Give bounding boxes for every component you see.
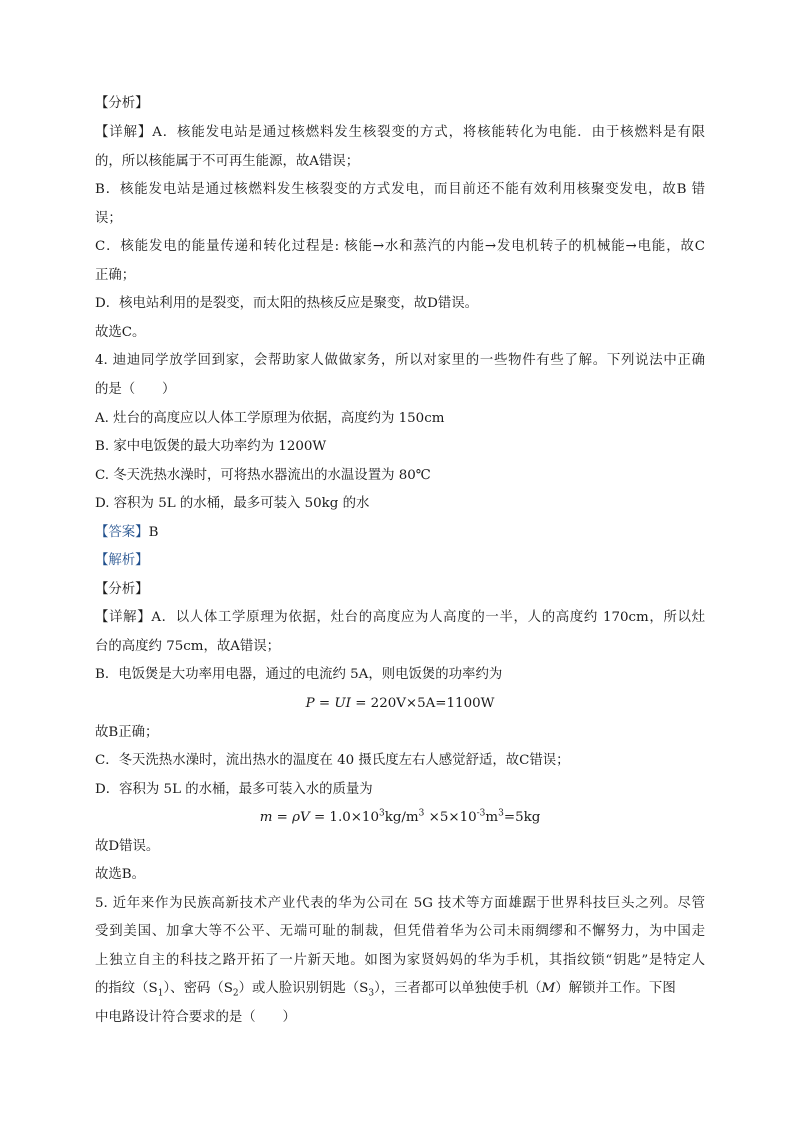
q4-stem-line2: 的是（ ）	[95, 382, 176, 397]
q4-analysis-tag: 【分析】	[95, 582, 149, 597]
q4-option-b: B. 家中电饭煲的最大功率约为 1200W	[95, 439, 327, 454]
q4-detail-tag: 【详解】	[95, 610, 152, 625]
q4-detail-line-c: C．冬天洗热水澡时，流出热水的温度在 40 摄氏度左右人感觉舒适，故C错误；	[95, 753, 570, 768]
q4-detail-line-d2: 故D错误。	[95, 839, 160, 854]
q4-detail-line-d1: D．容积为 5L 的水桶，最多可装入水的质量为	[95, 782, 373, 797]
q4-detail-line-a1: 【详解】A．以人体工学原理为依据，灶台的高度应为人高度的一半，人的高度约 170cm，所以灶	[95, 610, 706, 625]
q3-detail-line-b1: B．核能发电站是通过核燃料发生核裂变的方式发电，而目前还不能有效利用核聚变发电，故B 错	[95, 182, 705, 197]
q3-detail-line-c1: C．核能发电的能量传递和转化过程是: 核能→水和蒸汽的内能→发电机转子的机械能→电能，故C	[95, 239, 705, 254]
q3-detail-line-c2: 正确；	[95, 268, 136, 283]
q4-answer-value: B	[148, 525, 159, 540]
q5-stem-line3: 上独立自主的科技之路开拓了一片新天地。如图为家贤妈妈的华为手机，其指纹锁“钥匙”是特定人	[95, 953, 705, 968]
q3-detail-line-a2: 的，所以核能属于不可再生能源，故A错误；	[95, 154, 360, 169]
q4-detail-line-b2: 故B正确；	[95, 725, 159, 740]
q5-stem-line1: 5. 近年来作为民族高新技术产业代表的华为公司在 5G 技术等方面雄踞于世界科技巨头之列。尽管	[95, 896, 705, 911]
q3-conclusion: 故选C。	[95, 325, 146, 340]
q4-explain-tag: 【解析】	[95, 553, 149, 568]
q4-answer-tag: 【答案】	[95, 525, 149, 540]
q5-stem-line4: 的指纹$(S_1)$、密码$(S_2)$或人脸识别钥匙$(S_3)$，三者都可以单独使手机（M）解锁并工作。下图	[95, 981, 676, 999]
q4-detail-line-a2: 台的高度约 75cm，故A错误；	[95, 639, 281, 654]
q4-option-a: A. 灶台的高度应以人体工学原理为依据，高度约为 150cm	[95, 411, 445, 426]
q5-stem-line2: 受到美国、加拿大等不公平、无端可耻的制裁，但凭借着华为公司未雨绸缪和不懈努力，为中国走	[95, 924, 705, 939]
q4-answer	[95, 524, 705, 542]
q4-stem-line1: 4. 迪迪同学放学回到家，会帮助家人做做家务，所以对家里的一些物件有些了解。下列说法中正确	[95, 353, 705, 368]
q3-analysis-tag: 【分析】	[95, 96, 149, 111]
q4-formula-power: P = UI = 220V×5A=1100W	[305, 696, 495, 711]
q4-option-c: C. 冬天洗热水澡时，可将热水器流出的水温设置为 80℃	[95, 468, 431, 483]
q3-detail-line-b2: 误；	[95, 211, 122, 226]
q3-detail-tag: 【详解】	[95, 125, 153, 140]
q4-detail-line-b1: B．电饭煲是大功率用电器，通过的电流约 5A，则电饭煲的功率约为	[95, 667, 503, 682]
q3-detail-line-a1: 【详解】A．核能发电站是通过核燃料发生核裂变的方式，将核能转化为电能．由于核燃料是有限	[95, 125, 706, 140]
q4-option-d: D. 容积为 5L 的水桶，最多可装入 50kg 的水	[95, 496, 370, 511]
q3-detail-line-d: D．核电站利用的是裂变，而太阳的热核反应是聚变，故D错误。	[95, 296, 479, 311]
q4-conclusion: 故选B。	[95, 867, 146, 882]
q4-formula-mass: $m = \rho V = 1.0\times 10^3kg/m^3 \times 5\times 10^{-3}m^3=5kg$	[259, 808, 541, 825]
q5-stem-line5: 中电路设计符合要求的是（ ）	[95, 1010, 296, 1025]
